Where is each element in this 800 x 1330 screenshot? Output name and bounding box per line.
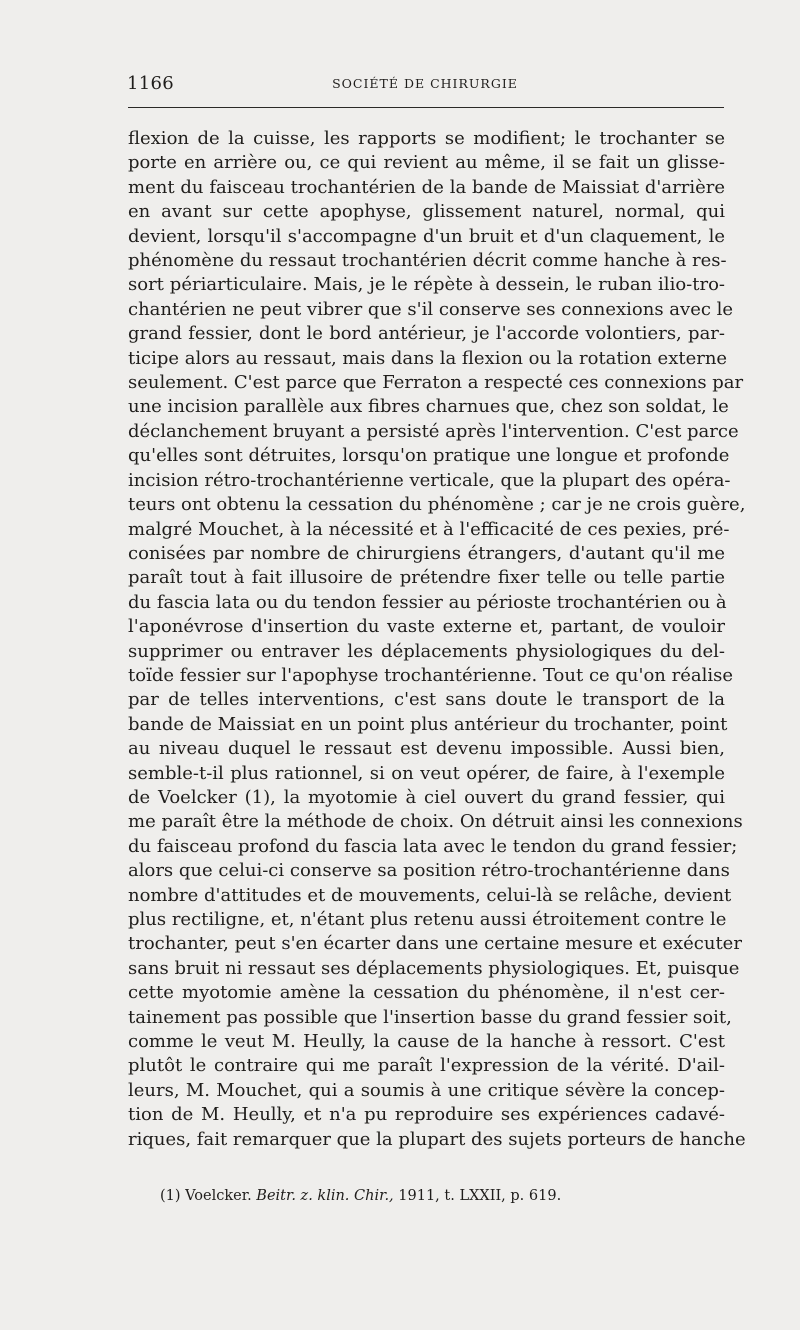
text-line: chantérien ne peut vibrer que s'il conserve ses connexions avec le xyxy=(128,298,734,320)
footnote xyxy=(160,1188,561,1204)
text-line: alors que celui-ci conserve sa position rétro-trochantérienne dans xyxy=(128,860,730,882)
text-line: grand fessier, dont le bord antérieur, je l'accorde volontiers, par- xyxy=(128,323,725,345)
text-line: l'aponévrose d'insertion du vaste externe et, partant, de vouloir xyxy=(128,616,725,638)
header-rule xyxy=(128,107,724,108)
text-line: seulement. C'est parce que Ferraton a respecté ces connexions par xyxy=(128,372,744,394)
text-line: une incision parallèle aux fibres charnues que, chez son soldat, le xyxy=(128,396,729,418)
text-line: incision rétro-trochantérienne verticale, que la plupart des opéra- xyxy=(128,469,731,491)
text-line: par de telles interventions, c'est sans doute le transport de la xyxy=(128,689,725,711)
text-line: de Voelcker (1), la myotomie à ciel ouvert du grand fessier, qui xyxy=(128,786,725,808)
footnote-journal: Beitr. z. klin. Chir., xyxy=(256,1188,394,1204)
text-line: supprimer ou entraver les déplacements physiologiques du del- xyxy=(128,640,725,662)
text-line: du faisceau profond du fascia lata avec le tendon du grand fessier; xyxy=(128,835,738,857)
footnote-author: Voelcker. xyxy=(185,1188,252,1204)
text-line: plus rectiligne, et, n'étant plus retenu aussi étroitement contre le xyxy=(128,909,727,930)
text-line: malgré Mouchet, à la nécessité et à l'efficacité de ces pexies, pré- xyxy=(128,518,730,540)
text-line: ticipe alors au ressaut, mais dans la flexion ou la rotation externe xyxy=(128,347,728,369)
text-line: paraît tout à fait illusoire de prétendre fixer telle ou telle partie xyxy=(128,567,725,589)
text-line: ment du faisceau trochantérien de la bande de Maissiat d'arrière xyxy=(128,176,725,198)
text-line: phénomène du ressaut trochantérien décrit comme hanche à res- xyxy=(128,250,727,272)
text-line: flexion de la cuisse, les rapports se modifient; le trochanter se xyxy=(128,128,725,149)
text-line: sort périarticulaire. Mais, je le répète à dessein, le ruban ilio-tro- xyxy=(128,274,725,296)
text-line: porte en arrière ou, ce qui revient au même, il se fait un glisse- xyxy=(128,152,725,174)
text-line: qu'elles sont détruites, lorsqu'on pratique une longue et profonde xyxy=(128,445,730,467)
page-header xyxy=(127,73,723,95)
text-line: au niveau duquel le ressaut est devenu impossible. Aussi bien, xyxy=(128,738,725,760)
text-line: bande de Maissiat en un point plus antérieur du trochanter, point xyxy=(128,713,728,735)
text-line: toïde fessier sur l'apophyse trochantérienne. Tout ce qu'on réalise xyxy=(128,664,734,686)
text-line: riques, fait remarquer que la plupart des sujets porteurs de hanche xyxy=(128,1128,746,1150)
text-line: nombre d'attitudes et de mouvements, celui-là se relâche, devient xyxy=(128,884,732,906)
text-line: trochanter, peut s'en écarter dans une certaine mesure et exécuter xyxy=(128,933,742,955)
text-line: sans bruit ni ressaut ses déplacements physiologiques. Et, puisque xyxy=(128,957,740,979)
text-line: semble-t-il plus rationnel, si on veut opérer, de faire, à l'exemple xyxy=(128,762,725,784)
text-line: conisées par nombre de chirurgiens étrangers, d'autant qu'il me xyxy=(128,542,725,564)
footnote-marker: (1) xyxy=(160,1188,181,1204)
text-line: tion de M. Heully, et n'a pu reproduire ses expériences cadavé- xyxy=(128,1104,725,1126)
text-line: déclanchement bruyant a persisté après l'intervention. C'est parce xyxy=(128,420,739,442)
text-line: teurs ont obtenu la cessation du phénomène ; car je ne crois guère, xyxy=(128,494,746,516)
text-line: tainement pas possible que l'insertion basse du grand fessier soit, xyxy=(128,1006,732,1028)
running-head: SOCIÉTÉ DE CHIRURGIE xyxy=(332,76,518,91)
text-line: comme le veut M. Heully, la cause de la hanche à ressort. C'est xyxy=(128,1031,725,1053)
text-line: cette myotomie amène la cessation du phénomène, il n'est cer- xyxy=(128,982,725,1004)
page-number: 1166 xyxy=(127,73,175,94)
text-line: plutôt le contraire qui me paraît l'expression de la vérité. D'ail- xyxy=(128,1055,725,1077)
text-line: en avant sur cette apophyse, glissement naturel, normal, qui xyxy=(128,201,725,223)
text-line: me paraît être la méthode de choix. On détruit ainsi les connexions xyxy=(128,811,743,833)
body-text xyxy=(128,127,746,1152)
text-line: du fascia lata ou du tendon fessier au périoste trochantérien ou à xyxy=(128,591,727,613)
footnote-details: 1911, t. LXXII, p. 619. xyxy=(398,1188,562,1204)
text-line: devient, lorsqu'il s'accompagne d'un bruit et d'un claquement, le xyxy=(128,225,725,247)
text-line: leurs, M. Mouchet, qui a soumis à une critique sévère la concep- xyxy=(128,1079,725,1101)
